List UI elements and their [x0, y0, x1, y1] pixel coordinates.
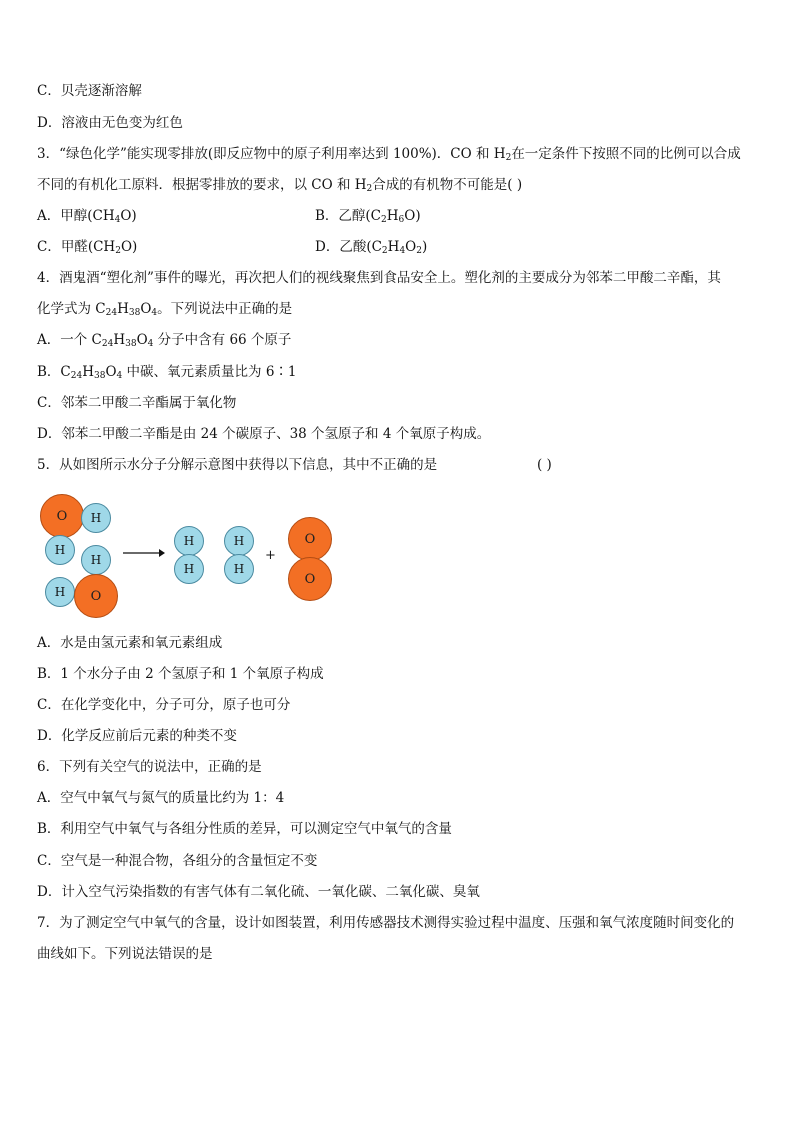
question-6-option-a: A．空气中氧气与氮气的质量比约为 1：4 [37, 790, 285, 806]
hydrogen-atom: H [81, 503, 111, 533]
hydrogen-atom: H [174, 554, 204, 584]
plus-sign: + [265, 548, 276, 563]
question-4-option-b: B．$C_{24}H_{38}O_4$ 中碳、氧元素质量比为 6∶1 [37, 364, 297, 381]
question-3-option-d: D．乙酸$(C_2H_4O_2)$ [315, 239, 428, 256]
hydrogen-atom: H [224, 554, 254, 584]
question-4-option-c: C．邻苯二甲酸二辛酯属于氧化物 [37, 395, 237, 411]
hydrogen-atom: H [174, 526, 204, 556]
prev-option-c: C．贝壳逐渐溶解 [37, 83, 142, 99]
oxygen-atom: O [74, 574, 118, 618]
question-4-line-1: 4．酒鬼酒“塑化剂”事件的曝光，再次把人们的视线聚焦到食品安全上。塑化剂的主要成分为邻苯二甲酸二辛酯，其 [37, 270, 721, 286]
question-3-line-1: 3．“绿色化学”能实现零排放(即反应物中的原子利用率达到 100%)．CO 和 $H_2$在一定条件下按照不同的比例可以合成 [37, 146, 741, 163]
hydrogen-atom: H [45, 577, 75, 607]
question-3-option-a: A．甲醇$(CH_4O)$ [37, 208, 137, 225]
question-6-option-d: D．计入空气污染指数的有害气体有二氧化硫、一氧化碳、二氧化碳、臭氧 [37, 884, 480, 900]
question-7-line-2: 曲线如下。下列说法错误的是 [37, 946, 213, 962]
question-5-option-a: A．水是由氢元素和氧元素组成 [37, 635, 223, 651]
question-3-option-c: C．甲醛$(CH_2O)$ [37, 239, 138, 256]
hydrogen-atom: H [45, 535, 75, 565]
question-5-option-b: B．1 个水分子由 2 个氢原子和 1 个氧原子构成 [37, 666, 324, 682]
question-4-option-d: D．邻苯二甲酸二辛酯是由 24 个碳原子、38 个氢原子和 4 个氧原子构成。 [37, 426, 491, 442]
oxygen-atom: O [40, 494, 84, 538]
oxygen-atom: O [288, 557, 332, 601]
reaction-arrow-icon [123, 547, 165, 559]
question-5-option-d: D．化学反应前后元素的种类不变 [37, 728, 237, 744]
prev-option-d: D．溶液由无色变为红色 [37, 115, 183, 131]
question-4-line-2: 化学式为 $C_{24}H_{38}O_4$。下列说法中正确的是 [37, 301, 293, 318]
question-4-option-a: A．一个 $C_{24}H_{38}O_4$ 分子中含有 66 个原子 [37, 332, 292, 349]
question-6-option-b: B．利用空气中氧气与各组分性质的差异，可以测定空气中氧气的含量 [37, 821, 452, 837]
water-decomposition-diagram [35, 490, 355, 620]
question-5-answer-paren: ( ) [537, 457, 552, 473]
question-7-line-1: 7．为了测定空气中氧气的含量，设计如图装置，利用传感器技术测得实验过程中温度、压强和氧气浓度随时间变化的 [37, 915, 735, 931]
oxygen-atom: O [288, 517, 332, 561]
question-6-stem: 6．下列有关空气的说法中，正确的是 [37, 759, 262, 775]
question-5-stem: 5．从如图所示水分子分解示意图中获得以下信息，其中不正确的是 [37, 457, 438, 473]
question-3-option-b: B．乙醇$(C_2H_6O)$ [315, 208, 421, 225]
question-3-line-2: 不同的有机化工原料．根据零排放的要求，以 CO 和 $H_2$合成的有机物不可能是( ) [37, 177, 523, 194]
question-6-option-c: C．空气是一种混合物，各组分的含量恒定不变 [37, 853, 318, 869]
question-5-option-c: C．在化学变化中，分子可分，原子也可分 [37, 697, 291, 713]
hydrogen-atom: H [224, 526, 254, 556]
hydrogen-atom: H [81, 545, 111, 575]
